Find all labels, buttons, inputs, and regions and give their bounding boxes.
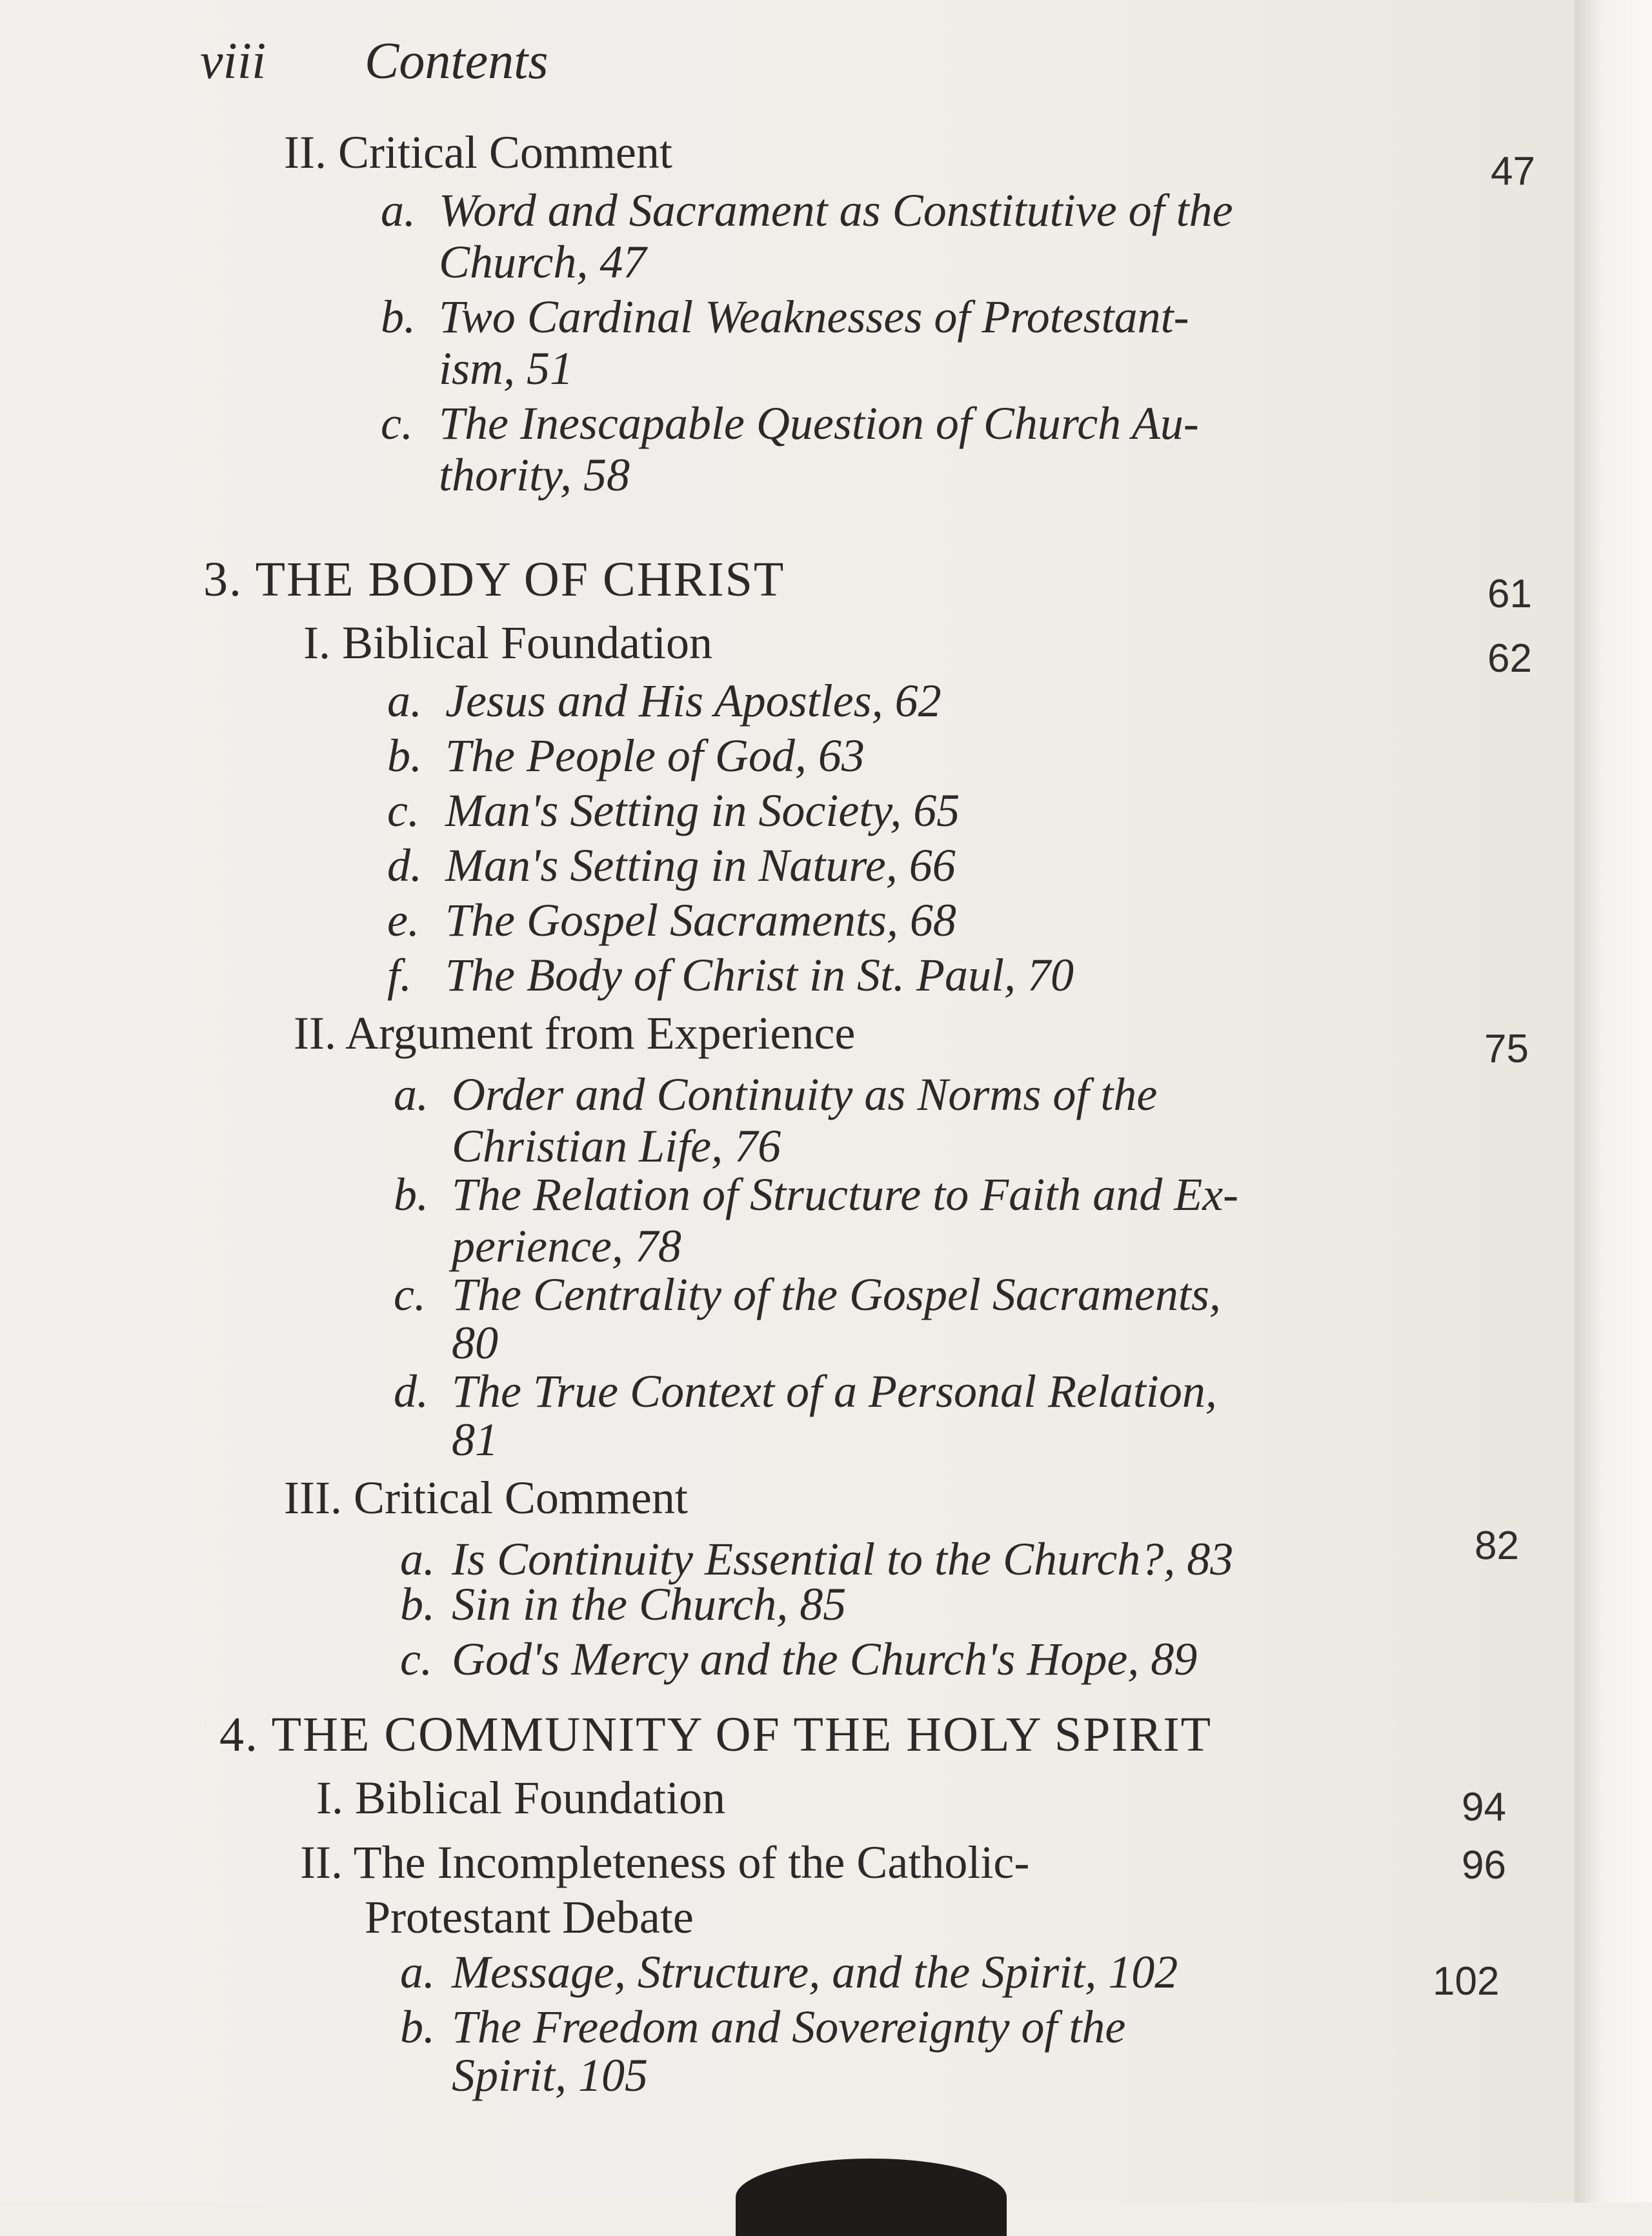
toc-section: II. The Incompleteness of the Catholic- (300, 1837, 1030, 1888)
toc-item: a. Is Continuity Essential to the Church?, 83 (400, 1533, 1234, 1585)
toc-item: b. Sin in the Church, 85 (400, 1578, 847, 1630)
toc-section: II. Argument from Experience (294, 1007, 856, 1059)
toc-item: e. The Gospel Sacraments, 68 (387, 894, 956, 946)
toc-item: a. Order and Continuity as Norms of the (394, 1069, 1158, 1120)
toc-item-continuation: thority, 58 (439, 449, 630, 501)
toc-item: a. Word and Sacrament as Constitutive of the (381, 185, 1233, 236)
toc-section-continuation: Protestant Debate (365, 1891, 694, 1943)
page-ref: 61 (1487, 572, 1532, 616)
toc-item: b. Two Cardinal Weaknesses of Protestant- (381, 291, 1189, 343)
toc-item: d. The True Context of a Personal Relation, (394, 1365, 1217, 1417)
toc-item: d. Man's Setting in Nature, 66 (387, 840, 956, 891)
toc-item-continuation: ism, 51 (439, 343, 574, 394)
toc-item: b. The Freedom and Sovereignty of the (400, 2001, 1126, 2053)
toc-section: I. Biblical Foundation (303, 617, 712, 669)
toc-item-continuation: 80 (452, 1317, 498, 1369)
toc-item: b. The Relation of Structure to Faith and Ex- (394, 1169, 1239, 1220)
page-ref: 96 (1462, 1843, 1506, 1888)
section-title: Critical Comment (337, 126, 672, 178)
toc-item: c. The Inescapable Question of Church Au- (381, 398, 1199, 449)
toc-item: c. Man's Setting in Society, 65 (387, 785, 960, 836)
page-number: viii (200, 33, 267, 90)
toc-item: b. The People of God, 63 (387, 730, 865, 781)
toc-item-continuation: perience, 78 (452, 1220, 681, 1272)
toc-section: I. Biblical Foundation (316, 1772, 725, 1824)
toc-section (284, 126, 1652, 178)
toc-item: f. The Body of Christ in St. Paul, 70 (387, 949, 1074, 1001)
toc-item-continuation: 81 (452, 1414, 498, 1465)
page-ref: 47 (1491, 149, 1535, 194)
section-number: II. (284, 126, 327, 178)
toc-item: c. The Centrality of the Gospel Sacraments, (394, 1269, 1221, 1320)
toc-item-continuation: Church, 47 (439, 236, 647, 288)
page-title: Contents (365, 33, 549, 90)
toc-item: a. Jesus and His Apostles, 62 (387, 675, 942, 727)
toc-item-continuation: Christian Life, 76 (452, 1120, 781, 1172)
toc-section: III. Critical Comment (284, 1472, 688, 1524)
page-ref: 75 (1484, 1027, 1529, 1071)
page-ref: 62 (1487, 636, 1532, 681)
toc-item-continuation: Spirit, 105 (452, 2050, 649, 2101)
page-ref: 94 (1462, 1785, 1506, 1829)
page-edge (1575, 0, 1652, 2202)
book-binding-shadow (736, 2159, 1007, 2236)
page-ref: 102 (1433, 1959, 1500, 2004)
toc-chapter: 3. THE BODY OF CHRIST (203, 552, 785, 607)
toc-chapter: 4. THE COMMUNITY OF THE HOLY SPIRIT (219, 1707, 1213, 1762)
toc-item: a. Message, Structure, and the Spirit, 102 (400, 1946, 1178, 1998)
page-ref: 82 (1475, 1524, 1519, 1568)
toc-item: c. God's Mercy and the Church's Hope, 89 (400, 1633, 1198, 1685)
